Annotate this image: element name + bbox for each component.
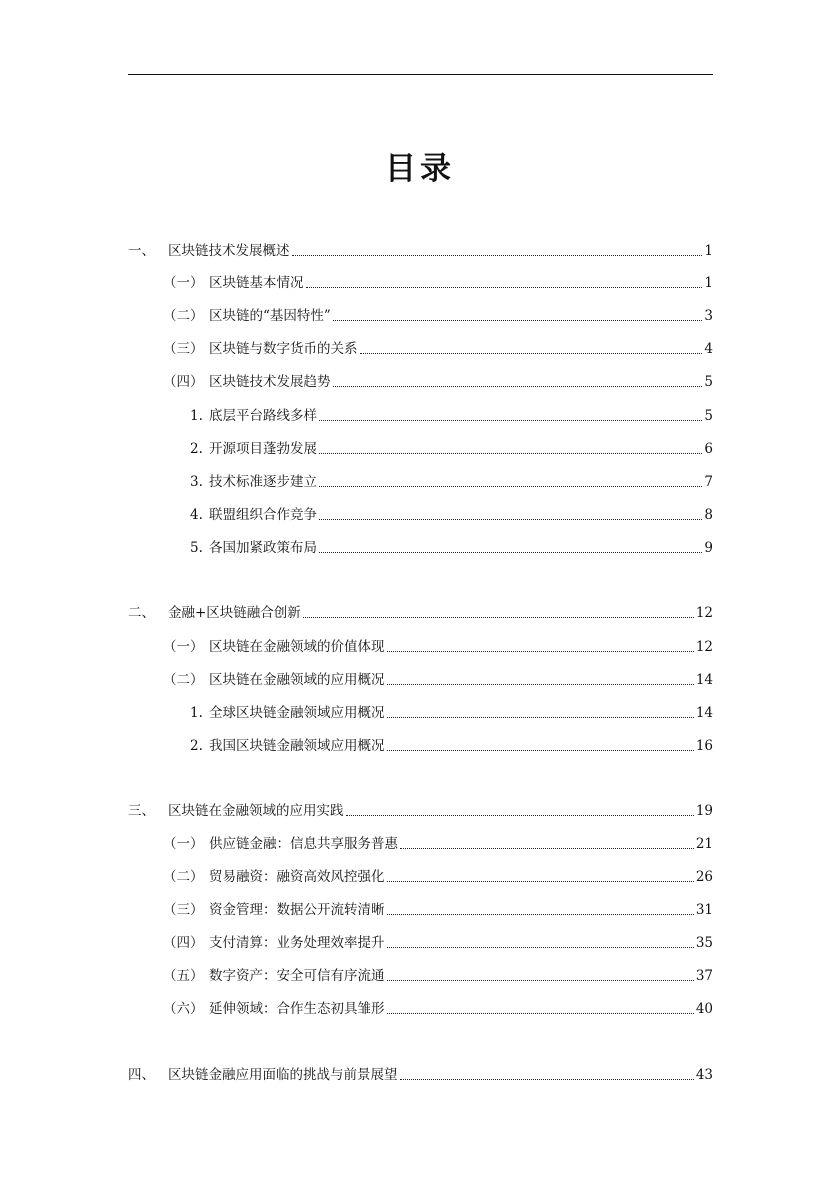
- toc-entry[interactable]: [163, 336, 713, 358]
- toc-dot-leader: [387, 1013, 694, 1014]
- toc-entry-number: （二）: [163, 672, 204, 688]
- toc-dot-leader: [319, 519, 702, 520]
- toc-entry-label: 延伸领域：合作生态初具雏形: [209, 1001, 385, 1017]
- toc-entry-page: 7: [704, 474, 713, 490]
- toc-entry-label: 技术标准逐步建立: [209, 474, 317, 490]
- toc-entry-page: 8: [704, 507, 713, 523]
- toc-entry-label: 全球区块链金融领域应用概况: [209, 705, 385, 721]
- toc-entry-number: （四）: [163, 935, 204, 951]
- toc-entry-page: 40: [695, 1001, 713, 1017]
- toc-entry-number: （一）: [163, 639, 204, 655]
- toc-entry-number: 2.: [190, 441, 203, 457]
- toc-entry[interactable]: [128, 600, 713, 622]
- toc-entry-page: 16: [695, 738, 713, 754]
- toc-dot-leader: [387, 750, 694, 751]
- toc-entry-page: 14: [695, 672, 713, 688]
- toc-entry[interactable]: [163, 831, 713, 853]
- toc-entry-number: （一）: [163, 275, 204, 291]
- toc-entry-number: （六）: [163, 1001, 204, 1017]
- toc-entry[interactable]: [163, 667, 713, 689]
- toc-entry-label: 底层平台路线多样: [209, 408, 317, 424]
- toc-dot-leader: [387, 980, 694, 981]
- toc-dot-leader: [387, 684, 694, 685]
- toc-entry-page: 37: [695, 968, 713, 984]
- toc-entry-number: 三、: [128, 803, 155, 819]
- toc-entry-label: 区块链与数字货币的关系: [209, 341, 358, 357]
- toc-entry-label: 贸易融资：融资高效风控强化: [209, 869, 385, 885]
- toc-entry-label: 我国区块链金融领域应用概况: [209, 738, 385, 754]
- toc-entry-page: 26: [695, 869, 713, 885]
- toc-entry-label: 数字资产：安全可信有序流通: [209, 968, 385, 984]
- toc-entry-page: 4: [704, 341, 713, 357]
- toc-entry[interactable]: [163, 369, 713, 391]
- toc-dot-leader: [303, 617, 694, 618]
- toc-dot-leader: [400, 1079, 694, 1080]
- toc-entry-label: 区块链在金融领域的价值体现: [209, 639, 385, 655]
- toc-entry[interactable]: [190, 502, 713, 524]
- toc-entry-number: 3.: [190, 474, 203, 490]
- toc-entry-label: 区块链在金融领域的应用概况: [209, 672, 385, 688]
- toc-entry[interactable]: [190, 403, 713, 425]
- toc-entry-number: 2.: [190, 738, 203, 754]
- toc-entry-number: （四）: [163, 374, 204, 390]
- toc-entry[interactable]: [190, 700, 713, 722]
- toc-entry[interactable]: [190, 469, 713, 491]
- toc-entry-number: （三）: [163, 341, 204, 357]
- toc-entry-page: 3: [704, 308, 713, 324]
- toc-entry-label: 供应链金融：信息共享服务普惠: [209, 836, 398, 852]
- toc-dot-leader: [292, 255, 703, 256]
- toc-entry[interactable]: [190, 535, 713, 557]
- toc-entry[interactable]: [128, 1062, 713, 1084]
- toc-entry-page: 19: [695, 803, 713, 819]
- toc-entry[interactable]: [190, 733, 713, 755]
- toc-entry[interactable]: [163, 963, 713, 985]
- toc-entry[interactable]: [163, 634, 713, 656]
- toc-entry[interactable]: [128, 798, 713, 820]
- toc-dot-leader: [333, 320, 703, 321]
- toc-entry[interactable]: [163, 996, 713, 1018]
- toc-dot-leader: [400, 848, 694, 849]
- toc-entry-number: （三）: [163, 902, 204, 918]
- toc-entry-label: 联盟组织合作竞争: [209, 507, 317, 523]
- toc-entry-label: 区块链的“基因特性”: [209, 308, 331, 324]
- toc-entry-label: 区块链金融应用面临的挑战与前景展望: [168, 1067, 398, 1083]
- toc-dot-leader: [387, 947, 694, 948]
- toc-entry-label: 资金管理：数据公开流转清晰: [209, 902, 385, 918]
- toc-entry-page: 35: [695, 935, 713, 951]
- toc-dot-leader: [387, 717, 694, 718]
- toc-entry-page: 5: [704, 408, 713, 424]
- toc-entry-number: （五）: [163, 968, 204, 984]
- toc-dot-leader: [387, 651, 694, 652]
- toc-entry-label: 区块链在金融领域的应用实践: [168, 803, 344, 819]
- toc-entry-page: 12: [695, 639, 713, 655]
- toc-entry-number: 5.: [190, 540, 203, 556]
- toc-dot-leader: [387, 881, 694, 882]
- toc-entry-number: 4.: [190, 507, 203, 523]
- toc-dot-leader: [346, 815, 694, 816]
- toc-entry-page: 1: [704, 243, 713, 259]
- toc-entry-page: 5: [704, 374, 713, 390]
- toc-entry-number: （二）: [163, 869, 204, 885]
- toc-entry-number: （一）: [163, 836, 204, 852]
- toc-entry[interactable]: [128, 238, 713, 260]
- toc-entry-number: 二、: [128, 605, 155, 621]
- toc-entry[interactable]: [163, 303, 713, 325]
- toc-entry-number: 一、: [128, 243, 155, 259]
- toc-dot-leader: [319, 486, 702, 487]
- toc-dot-leader: [319, 420, 702, 421]
- toc-entry-page: 31: [695, 902, 713, 918]
- toc-entry-page: 43: [695, 1067, 713, 1083]
- toc-entry-label: 支付清算：业务处理效率提升: [209, 935, 385, 951]
- toc-entry-page: 12: [695, 605, 713, 621]
- toc-dot-leader: [319, 552, 702, 553]
- toc-entry-page: 21: [695, 836, 713, 852]
- toc-entry-page: 14: [695, 705, 713, 721]
- toc-entry-label: 区块链技术发展趋势: [209, 374, 331, 390]
- toc-dot-leader: [306, 287, 703, 288]
- toc-entry-page: 9: [704, 540, 713, 556]
- toc-dot-leader: [360, 353, 703, 354]
- toc-entry[interactable]: [163, 930, 713, 952]
- toc-entry[interactable]: [163, 864, 713, 886]
- toc-dot-leader: [387, 914, 694, 915]
- page-title: 目录: [385, 151, 455, 187]
- toc-entry-label: 各国加紧政策布局: [209, 540, 317, 556]
- toc-entry-page: 1: [704, 275, 713, 291]
- toc-entry-number: 1.: [190, 705, 203, 721]
- toc-entry[interactable]: [163, 270, 713, 292]
- toc-entry-label: 区块链技术发展概述: [168, 243, 290, 259]
- toc-entry-number: 1.: [190, 408, 203, 424]
- toc-entry-label: 区块链基本情况: [209, 275, 304, 291]
- toc-entry[interactable]: [190, 436, 713, 458]
- toc-dot-leader: [319, 453, 702, 454]
- toc-entry-number: 四、: [128, 1067, 155, 1083]
- toc-entry-number: （二）: [163, 308, 204, 324]
- toc-dot-leader: [333, 386, 703, 387]
- toc-entry-page: 6: [704, 441, 713, 457]
- toc-entry-label: 金融+区块链融合创新: [168, 605, 301, 621]
- toc-entry[interactable]: [163, 897, 713, 919]
- toc-entry-label: 开源项目蓬勃发展: [209, 441, 317, 457]
